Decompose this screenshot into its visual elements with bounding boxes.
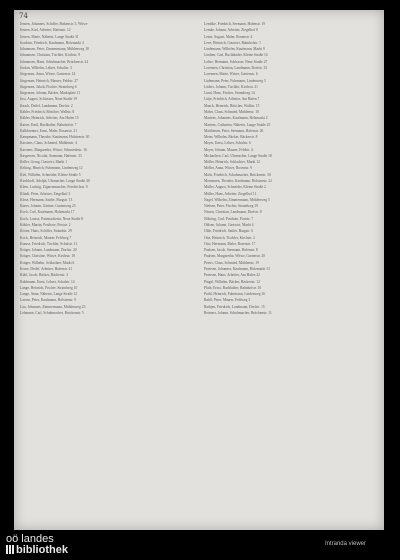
directory-entry: Karstens, Margaretha, Witwe, Schmiedestr. 16 [20, 147, 87, 152]
directory-entry: Klein, Ludwig, Zigarrenmacher, Friedrichstr. 9 [20, 185, 88, 190]
directory-entry: Just, August, Schlosser, Neue Straße 19 [20, 97, 77, 102]
directory-entry: Mohr, Friedrich, Schuhmacher, Brückenstr. 30 [204, 172, 271, 177]
directory-entry: Lau, Johannes, Zimmermann, Mühlenweg 23 [20, 304, 86, 309]
directory-entry: Prahl, Heinrich, Fuhrmann, Lindenweg 16 [204, 292, 265, 297]
directory-entry: Klindt, Peter, Arbeiter, Ziegelhof 3 [20, 191, 71, 196]
directory-entry: Köster, Hans, Schiffer, Strandstr. 29 [20, 229, 72, 234]
logo-line-1: oö landes [6, 533, 54, 545]
directory-entry: Kröger, Christine, Witwe, Kirchstr. 18 [20, 254, 75, 259]
directory-entry: Johannsen, Hans, Schuhmacher, Brückenstr. 22 [20, 59, 89, 64]
directory-entry: Kock, Heinrich, Maurer, Feldweg 7 [20, 235, 72, 240]
directory-entry: Lange, Anna, Näherin, Lange Straße 12 [20, 292, 78, 297]
directory-entry: Petersen, Johannes, Kaufmann, Holzmarkt 13 [204, 266, 270, 271]
directory-entry: Kähler, Friedrich, Böttcher, Wallstr. 8 [20, 109, 75, 114]
directory-entry: Peters, Claus, Schmied, Mühlenstr. 19 [204, 260, 259, 265]
directory-entry: Michaelsen, Carl, Uhrmacher, Lange Straße 18 [204, 153, 272, 158]
directory-entry: Lehmann, Carl, Schuhmacher, Brückenstr. 5 [20, 310, 84, 315]
directory-entry: Köhler, Martin, Postbote, Poststr. 2 [20, 223, 71, 227]
directory-entry: Lorenzen, Christian, Landmann, Dorfstr. 33 [204, 65, 268, 70]
directory-entry: Nielsen, Peter, Fischer, Strandweg 19 [204, 204, 258, 209]
page-number: 74 [19, 12, 28, 20]
directory-entry: Lütje, Friedrich, Arbeiter, Am Hafen 7 [204, 97, 260, 102]
directory-entry: Maack, Heinrich, Böttcher, Wallstr. 15 [204, 103, 260, 108]
directory-entry: Möller, Anna, Witwe, Rosenstr. 9 [204, 166, 252, 171]
directory-entry: Leve, Heinrich, Gastwirt, Bahnhofstr. 1 [204, 40, 261, 45]
directory-entry: Nissen, Christian, Landmann, Dorfstr. 8 [204, 210, 262, 215]
directory-entry: Jürgensen, Johann, Bäcker, Marktplatz 11 [20, 91, 81, 96]
directory-entry: Reimers, Johann, Schuhmacher, Brückenstr. 11 [204, 310, 272, 315]
directory-entry: Otte, Heinrich, Tischler, Kirchstr. 2 [204, 235, 255, 240]
directory-entry: Rahlf, Peter, Maurer, Feldweg 3 [204, 298, 251, 303]
footer-bar [0, 531, 400, 560]
directory-entry: Jordan, Wilhelm, Lehrer, Schulstr. 3 [20, 65, 72, 70]
directory-entry: Keller, Georg, Gastwirt, Markt 1 [20, 160, 67, 165]
directory-entry: Jörgensen, Anna, Witwe, Gartenstr. 14 [20, 72, 76, 77]
directory-entry: Mahrt, Claus, Schmied, Mühlenstr. 10 [204, 109, 259, 114]
logo-bars-icon [6, 545, 14, 554]
left-column [20, 22, 198, 522]
directory-entry: Kaspersen, Nicolai, Seemann, Hafenstr. 33 [20, 153, 82, 158]
directory-entry: Klose, Hermann, Sattler, Burgstr. 13 [20, 197, 73, 202]
directory-entry: Lüdemann, Peter, Fuhrmann, Lindenweg 3 [204, 78, 266, 83]
directory-entry: Nagel, Wilhelm, Zimmermann, Mühlenweg 5 [204, 197, 270, 202]
directory-entry: Jensen, Johannes, Schiffer, Birkenstr. 5, Witwe [20, 22, 88, 26]
directory-entry: Lindner, Carl, Buchbinder, Kleine Straße 14 [204, 53, 268, 58]
directory-entry: Petersen, Hans, Arbeiter, Am Hafen 22 [204, 273, 260, 278]
directory-entry: Johannsen, Peter, Zimmermann, Mühlenweg 18 [20, 47, 89, 52]
directory-entry: Meyer, Johann, Maurer, Feldstr. 4 [204, 147, 253, 152]
directory-entry: Martens, Johannes, Kaufmann, Holzmarkt 2 [204, 116, 268, 121]
directory-entry: Paulsen, Jacob, Seemann, Hafenstr. 8 [204, 248, 258, 253]
logo-line-2 [6, 545, 68, 556]
directory-entry: Lindemann, Wilhelm, Kaufmann, Markt 9 [204, 47, 265, 52]
directory-entry: Kalkbrenner, Ernst, Maler, Rosenstr. 21 [20, 128, 77, 133]
directory-entry: Kiel, Wilhelm, Schneider, Kleine Straße 5 [20, 172, 81, 177]
logo-line-2-text: bibliothek [16, 544, 68, 556]
directory-entry: Johannsen, Christian, Tischler, Kirchstr. 9 [20, 53, 81, 58]
directory-entry: Lembke, Friedrich, Seemann, Hafenstr. 19 [204, 22, 266, 26]
viewer-label[interactable]: Intranda viewer [324, 541, 366, 547]
directory-entry: Lange, Heinrich, Fischer, Strandweg 10 [20, 285, 78, 290]
directory-entry: Kaack, Detlef, Landmann, Dorfstr. 2 [20, 103, 73, 108]
directory-entry: Lorenzen, Marie, Witwe, Gartenstr. 6 [204, 72, 258, 77]
directory-entry: Jensen, Karl, Arbeiter, Hafenstr. 12 [20, 28, 71, 33]
directory-entry: Joachim, Friedrich, Kaufmann, Holzmarkt 4 [20, 40, 84, 45]
directory-entry: Koch, Louise, Putzmacherin, Neue Straße 8 [20, 216, 84, 221]
directory-entry: Jörgensen, Heinrich, Maurer, Feldstr. 27 [20, 78, 78, 83]
directory-entry: Plath, Ernst, Buchhalter, Bahnhofstr. 10 [204, 285, 262, 290]
directory-entry: Lemke, Johann, Arbeiter, Ziegelhof 8 [204, 28, 258, 33]
directory-entry: Knees, Johann, Gärtner, Gartenweg 25 [20, 204, 76, 209]
directory-entry: Pingel, Wilhelm, Bäcker, Bäckerstr. 12 [204, 279, 260, 284]
directory-entry: Kirchhoff, Adolph, Uhrmacher, Lange Straße 40 [20, 179, 90, 184]
directory-entry: Kühl, Jacob, Bäcker, Bäckerstr. 3 [20, 273, 68, 278]
directory-entry: Olde, Friedrich, Sattler, Burgstr. 6 [204, 229, 253, 234]
directory-entry: Lassen, Peter, Kaufmann, Holstenstr. 9 [20, 298, 76, 303]
directory-entry: Kuhlmann, Ernst, Lehrer, Schulstr. 14 [20, 279, 75, 284]
directory-entry: Nöhring, Carl, Postbote, Poststr. 7 [204, 216, 254, 221]
directory-entry: Jensen, Marie, Näherin, Lange Straße 31 [20, 34, 79, 39]
directory-entry: Kröger, Johann, Landmann, Dorfstr. 20 [20, 248, 77, 253]
directory-entry: Jürgensen, Jakob, Fischer, Strandweg 6 [20, 84, 77, 89]
directory-entry: Kruse, Detlef, Arbeiter, Hafenstr. 41 [20, 266, 73, 271]
directory-entry: Möller, Heinrich, Schlachter, Markt 12 [204, 160, 260, 165]
directory-entry: Krüger, Wilhelm, Schlachter, Markt 6 [20, 260, 75, 265]
directory-entry: Lohse, Hermann, Schlosser, Neue Straße 27 [204, 59, 268, 64]
directory-entry: Koch, Carl, Kaufmann, Holzmarkt 17 [20, 210, 75, 215]
directory-entry: Karstens, Claus, Schmied, Mühlenstr. 4 [20, 141, 77, 146]
directory-entry: Kaiser, Emil, Buchhalter, Bahnhofstr. 7 [20, 122, 77, 127]
directory-entry: Lund, Hans, Fischer, Strandweg 14 [204, 91, 255, 96]
directory-entry: Lüders, Johann, Tischler, Kirchstr. 21 [204, 84, 258, 89]
directory-entry: Meyer, Ernst, Lehrer, Schulstr. 6 [204, 141, 251, 146]
library-logo[interactable] [6, 534, 68, 556]
directory-entry: Lentz, August, Maler, Rosenstr. 4 [204, 34, 253, 39]
directory-entry: Krause, Friedrich, Tischler, Schulstr. 11 [20, 241, 78, 246]
directory-entry: Mommsen, Theodor, Kaufmann, Holstenstr. 22 [204, 179, 272, 184]
directory-entry: Kähler, Heinrich, Arbeiter, Am Hafen 15 [20, 116, 79, 121]
directory-entry: Meier, Wilhelm, Bäcker, Bäckerstr. 8 [204, 135, 258, 140]
directory-entry: Rathjen, Friedrich, Landmann, Dorfstr. 15 [204, 304, 265, 309]
right-column [204, 22, 382, 522]
document-page [14, 10, 384, 530]
directory-entry: Paulsen, Margaretha, Witwe, Gartenstr. 20 [204, 254, 265, 259]
directory-entry: Matthiesen, Peter, Seemann, Hafenstr. 26 [204, 128, 264, 133]
directory-entry: Ohlsen, Johann, Gastwirt, Markt 4 [204, 223, 254, 227]
directory-entry: Müller, Hans, Arbeiter, Ziegelhof 11 [204, 191, 257, 196]
directory-entry: Otto, Hermann, Maler, Rosenstr. 17 [204, 241, 256, 246]
directory-entry: Martens, Catharina, Näherin, Lange Straße 25 [204, 122, 271, 127]
directory-entry: Kampmann, Theodor, Kaufmann, Holstenstr. 30 [20, 135, 90, 140]
directory-entry: Kelting, Hinrich, Fuhrmann, Lindenweg 12 [20, 166, 83, 171]
directory-entry: Müller, August, Schneider, Kleine Straße 2 [204, 185, 266, 190]
